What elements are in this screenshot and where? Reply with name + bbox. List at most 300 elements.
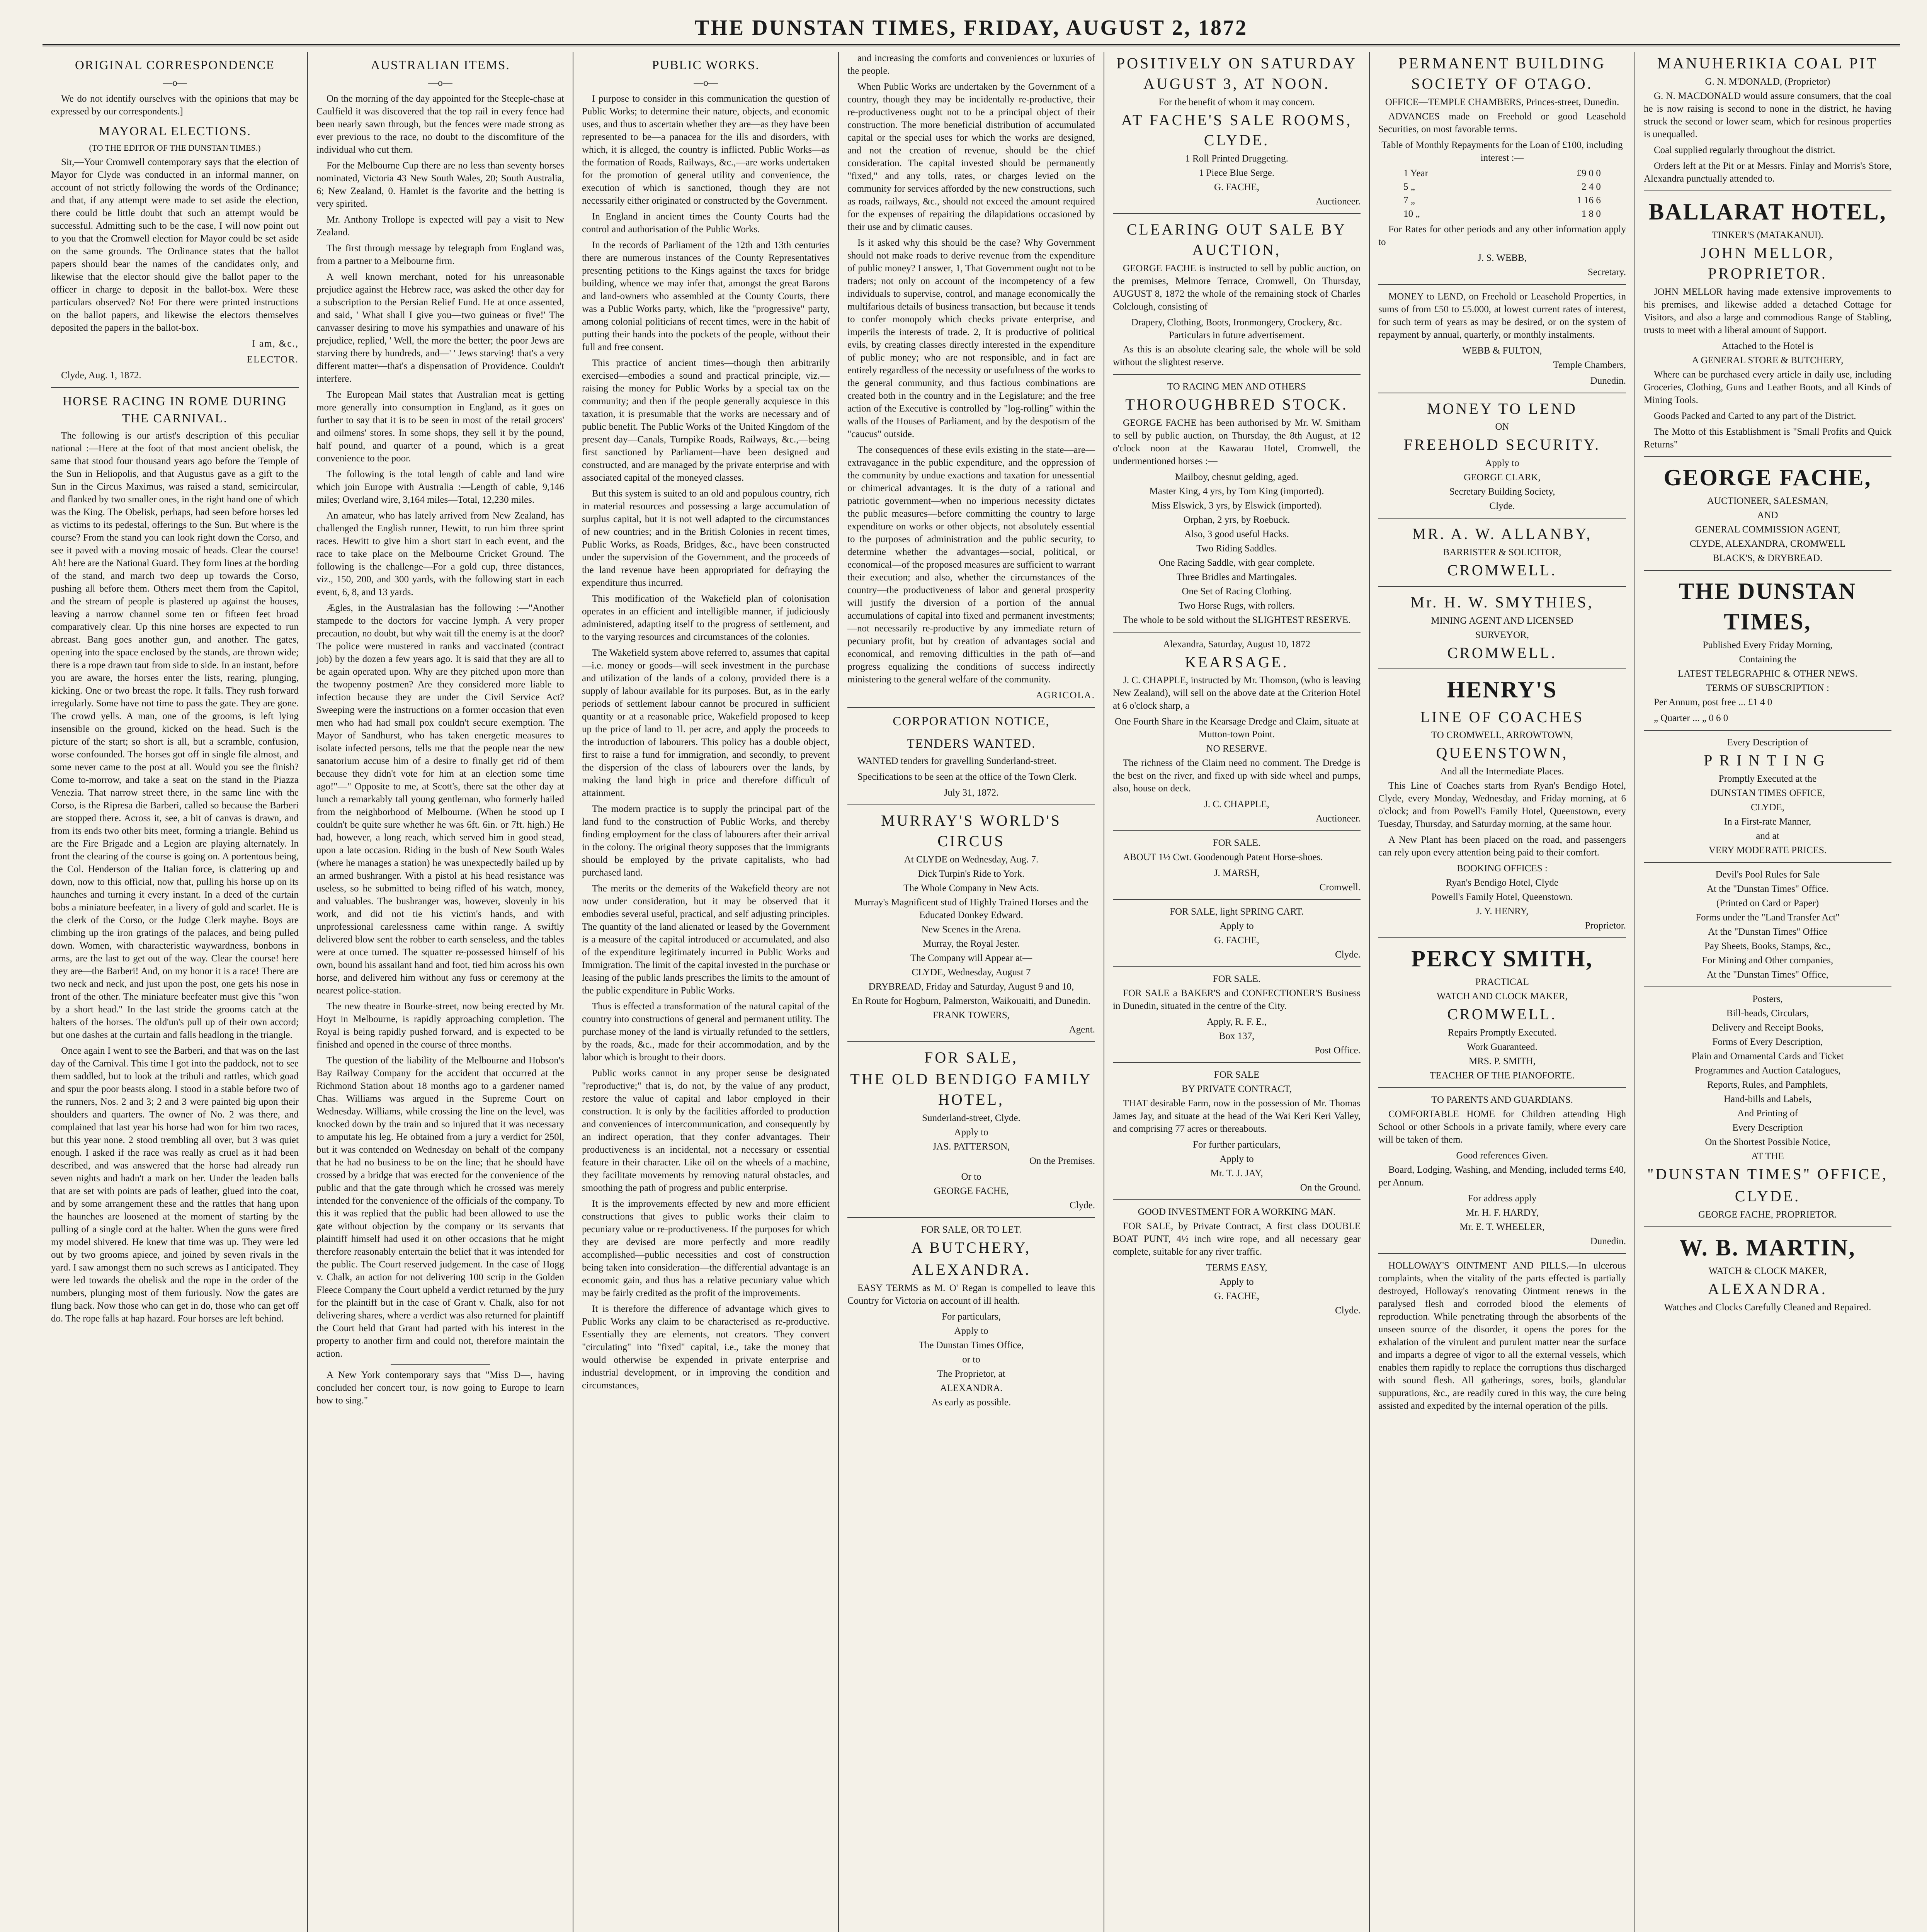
ad-text: The Proprietor, at xyxy=(937,1368,1005,1379)
column-rule xyxy=(1113,899,1361,900)
ad-title: TO RACING MEN AND OTHERS xyxy=(1167,381,1306,392)
ad-text: J. C. CHAPPLE, instructed by Mr. Thomson, (who is leaving New Zealand), will sell on the above date at the Criterion Hotel at 6 o'clock sharp, a xyxy=(1113,675,1361,711)
ad-text: TERMS OF SUBSCRIPTION : xyxy=(1706,683,1829,694)
ad-text: One Fourth Share in the Kearsage Dredge and Claim, situate at Mutton-town Point. xyxy=(1114,716,1359,740)
column-7 xyxy=(1635,52,1900,1932)
ad-title: CROMWELL. xyxy=(1447,1005,1557,1023)
repayment-amount: 2 4 0 xyxy=(1581,181,1601,192)
masthead: THE DUNSTAN TIMES, FRIDAY, AUGUST 2, 1872 xyxy=(43,15,1900,46)
column-rule xyxy=(847,1217,1095,1218)
article-heading: MAYORAL ELECTIONS. xyxy=(99,124,251,138)
ad-text: For further particulars, xyxy=(1192,1139,1281,1150)
repayment-term: 1 Year xyxy=(1403,168,1428,179)
divider: —o— xyxy=(428,77,452,88)
ad-text: The whole to be sold without the SLIGHTEST RESERVE. xyxy=(1123,614,1351,625)
column-rule xyxy=(1644,190,1891,191)
ad-title: CROMWELL. xyxy=(1447,561,1557,579)
ad-text: TERMS EASY, xyxy=(1206,1262,1267,1273)
repayment-amount: 1 8 0 xyxy=(1581,208,1601,219)
ad-text: WATCH & CLOCK MAKER, xyxy=(1708,1265,1827,1276)
ad-text: The Whole Company in New Acts. xyxy=(903,883,1039,893)
ad-text: Auctioneer. xyxy=(1316,813,1361,824)
ad-text: Sunderland-street, Clyde. xyxy=(922,1113,1020,1124)
ad-text: Two Riding Saddles. xyxy=(1196,543,1277,554)
ad-text: or to xyxy=(962,1354,980,1365)
ad-text: July 31, 1872. xyxy=(944,787,999,798)
column-rule xyxy=(1378,586,1626,587)
paragraph: A New York contemporary says that "Miss D—, having concluded her concert tour, is now going to Europe to learn how to sing." xyxy=(316,1369,564,1406)
ad-title: FOR SALE. xyxy=(1213,838,1261,849)
ad-text: BOOKING OFFICES : xyxy=(1457,863,1548,874)
ad-text: Repairs Promptly Executed. xyxy=(1447,1027,1557,1038)
ad-text: ON xyxy=(1495,422,1509,432)
ad-text: Posters, xyxy=(1752,993,1783,1004)
paragraph: In England in ancient times the County Courts had the control and authorisation of the Public Works. xyxy=(582,211,830,235)
ad-text: Forms under the "Land Transfer Act" xyxy=(1696,912,1840,923)
ad-text: Drapery, Clothing, Boots, Ironmongery, Crockery, &c. Particulars in future advertisement. xyxy=(1131,317,1342,340)
ad-text: TINKER'S (MATAKANUI). xyxy=(1712,230,1823,240)
ad-text: A New Plant has been placed on the road, and passengers can rely upon every attention being paid to their comfort. xyxy=(1378,835,1626,858)
ad-title: HENRY'S xyxy=(1447,677,1558,703)
ad-title: BALLARAT HOTEL, xyxy=(1648,199,1887,224)
dateline: Clyde, Aug. 1, 1872. xyxy=(61,370,141,381)
ad-text: Reports, Rules, and Pamphlets, xyxy=(1707,1079,1828,1090)
ad-title: GOOD INVESTMENT FOR A WORKING MAN. xyxy=(1138,1207,1336,1218)
ad-text: Mr. T. J. JAY, xyxy=(1210,1168,1263,1179)
ad-text: For address apply xyxy=(1468,1193,1537,1204)
ad-title: FREEHOLD SECURITY. xyxy=(1403,436,1601,454)
ad-text: Devil's Pool Rules for Sale xyxy=(1715,869,1820,880)
notice-heading: CORPORATION NOTICE, xyxy=(893,714,1050,728)
ad-text: ALEXANDRA. xyxy=(940,1383,1003,1393)
paragraph: In the records of Parliament of the 12th and 13th centuries there are numerous instances of the County Representatives presenting petitions to the Kings against the taxes for bridge building, whence we may infer that, amongst the great Barons and land-owners who assembled at the County Courts, there was a Public Works party, which, like the "progressive" party, among colonial politicians of recent times, were in the habit of putting their hands into the pockets of the people, without their full and free consent. xyxy=(582,240,830,352)
ad-text: Every Description of xyxy=(1727,737,1808,748)
ad-text: At the "Dunstan Times" Office xyxy=(1708,926,1827,937)
ad-title: AT FACHE'S SALE ROOMS, CLYDE. xyxy=(1121,111,1352,149)
paragraph: and increasing the comforts and conveniences or luxuries of the people. xyxy=(847,53,1095,76)
ad-title: PERCY SMITH, xyxy=(1411,946,1593,972)
ad-text: Table of Monthly Repayments for the Loan of £100, including interest :— xyxy=(1381,139,1623,163)
ad-title: BY PRIVATE CONTRACT, xyxy=(1182,1084,1292,1095)
ad-text: LATEST TELEGRAPHIC & OTHER NEWS. xyxy=(1677,668,1858,679)
repayment-term: 7 „ xyxy=(1403,195,1415,206)
ad-text: Two Horse Rugs, with rollers. xyxy=(1178,600,1295,611)
ad-text: AND xyxy=(1757,510,1778,520)
columns xyxy=(43,52,1900,1932)
ad-text: Apply to xyxy=(1219,1277,1254,1287)
paragraph: The following is our artist's description of this peculiar national :—Here at the foot of that most ancient obelisk, the same that stood four thousand years ago before the Temple of the Sun in Heliopolis, and that Augustus gave as a gift to the Sun in the Circus Maximus, was raised a stand, semicircular, and flanked by two smaller ones, in the right hand one of which was the King. The Obelisk, perhaps, had seen before horses led as victims to its pedestal, offerings to the Sun. But where is the course? From the stand you can look right down the Corso, and see it paved with a moving mosaic of heads. Clear the course! Ah! here are the National Guard. They form lines at the bording of the stand, and march two deep up towards the Corso, pushing all before them. Others meet them from the Capitol, and the stream of people is plastered up against the houses, leaving a narrow channel some ten or fifteen feet broad comparatively clear. Up this nine horses are expected to run abreast. Bang goes another gun, and another. The gates, opening into the space enclosed by the stands, are thrown wide; there is a rope drawn taut from side to side. In an instant, before you are aware, the horses enter the lists, rearing, plunging, kicking. One or two breast the rope. It falls. They rush forward irregularly. Some have not time to pass the gate. They are gone. The crowd yells. A man, one of the grooms, is left lying insensible on the ground, kicked on the head. Such is the picture of the start; so short is all, but a scramble, confusion, worse confounded. The horses got off in single file almost, and some never came to the post at all. Would you see the finish? Come to-morrow, and take a seat on the stand in the Piazza Venezia. That narrow street there, in the same line with the Corso, is the Ripresa die Barberi, called so because the Barberi are stopped there. Across it, see, a bit of canvas is drawn, and from its ends two other bits meet, forming a triangle. Behind us are the Fire Brigade and a Legion are playing alternately. In front the clearing of the course is going on. A portentous being, the Col. Henderson of the Italian force, is clattering up and down, now to this official, now that, pulling his horse up on its haunches and turning it every instant. In a deed of the curtain bobs a miniature beefeater, in a livery of gold and scarlet. He is the clerk of the Corso, or the Judge Clerk maybe. Boys are climbing up the iron gratings of the palaces, and being pulled down. Women, with characteristic waywardness, bonbons in arms, are the last to get out of the way. Clear the course! here they are—the Barberi! And, on my honor it is a race! There are two neck and neck, and just upon the post, one gets his nose in front of the other. The miniature beefeater must give this "won by a short head." In the last stride the grooms catch at the halters of the horses. The old'un's pull up of their own accord; but one dashes at the curtain and falls headlong in the triangle. xyxy=(51,430,299,1041)
ad-text: COMFORTABLE HOME for Children attending High School or other Schools in a private family, where every care will be taken of them. xyxy=(1378,1109,1626,1145)
ad-text: DUNSTAN TIMES OFFICE, xyxy=(1710,787,1825,798)
ad-text: SURVEYOR, xyxy=(1475,629,1529,640)
ad-text: GEORGE CLARK, xyxy=(1464,472,1541,483)
ad-text: Post Office. xyxy=(1315,1045,1361,1056)
paragraph: The merits or the demerits of the Wakefield theory are not now under consideration, but it may be observed that it embodies several useful, practical, and self adjusting principles. The quantity of the land alienated or leased by the Government is a measure of the capital introduced or accumulated, and also of the expenditure legitimately incurred in Public Works and Immigration. The limit of the capital invested in the purchase or leasing of the public lands prescribes the limits to the amount of the public expenditure in Public Works. xyxy=(582,883,830,996)
paragraph: I purpose to consider in this communication the question of Public Works; to determine their nature, objects, and economic uses, and thus to ascertain whether they are—as they have been represented to be—a panacea for the ills and disorders, with which, it is alleged, the country is inflicted. Public Works—as the formation of Roads, Railways, &c.,—are works undertaken for the promotion of general utility and convenience, the execution of which is sanctioned, though they are not necessarily either originated or constructed by the Government. xyxy=(582,93,830,206)
column-rule xyxy=(1113,1062,1361,1063)
signature: I am, &c., xyxy=(252,338,299,349)
ad-text: Ryan's Bendigo Hotel, Clyde xyxy=(1446,878,1558,888)
ad-text: PRACTICAL xyxy=(1475,977,1529,988)
divider: —o— xyxy=(163,77,187,88)
ad-text: Plain and Ornamental Cards and Ticket xyxy=(1691,1051,1844,1061)
column-rule xyxy=(847,804,1095,805)
repayment-amount: £9 0 0 xyxy=(1577,168,1601,179)
paragraph: The consequences of these evils existing in the state—are—extravagance in the public expenditure, and the oppression of the community by undue exactions and taxation for unessential or chimerical advantages. It is the duty of a rational and patriotic government—when no imperious necessity dictates the public measures—before committing the country to large expenditure on works or other objects, not absolutely essential to the purposes of administration and the public security, to determine whether the advantages—social, political, or economical—of the proposed measures are sufficient to warrant their execution; and also, whether the circumstances of the country—the productiveness of labor and general prosperity will justify the diversion of a portion of the annual accumulations of capital into fixed and permanent investments;—not necessarily re-productive by any immediate return of pecuniary profit, but by creation of advantages social and economical, and removing difficulties in the path of—and progress equalizing the conditions of success indirectly ministering to the general welfare of the community. xyxy=(847,445,1095,685)
ad-text: Work Guaranteed. xyxy=(1467,1042,1538,1053)
divider: —o— xyxy=(694,77,718,88)
column-2 xyxy=(308,52,573,1932)
ad-text: Dick Turpin's Ride to York. xyxy=(918,868,1025,879)
ad-text: FOR SALE, by Private Contract, A first class DOUBLE BOAT PUNT, 4½ inch wire rope, and all necessary gear complete, suitable for any river traffic. xyxy=(1113,1221,1361,1257)
column-rule xyxy=(1113,966,1361,967)
column-6 xyxy=(1370,52,1635,1932)
article-subheading: (TO THE EDITOR OF THE DUNSTAN TIMES.) xyxy=(89,143,261,153)
ad-text: The Motto of this Establishment is "Small Profits and Quick Returns" xyxy=(1644,426,1891,450)
ad-title: ALEXANDRA. xyxy=(912,1260,1031,1278)
ad-text: G. N. MACDONALD would assure consumers, that the coal he is now raising is second to none in the district, he having struck the second or lower seam, which for resinous properties is unequalled. xyxy=(1644,90,1891,139)
ad-text: AUCTIONEER, SALESMAN, xyxy=(1707,495,1828,506)
column-rule xyxy=(1644,456,1891,457)
ad-text: Mailboy, chesnut gelding, aged. xyxy=(1175,471,1299,482)
column-rule xyxy=(1378,668,1626,669)
ad-text: (Printed on Card or Paper) xyxy=(1716,898,1819,908)
ad-text: Box 137, xyxy=(1219,1031,1255,1042)
ad-text: ABOUT 1½ Cwt. Goodenough Patent Horse-shoes. xyxy=(1123,852,1323,863)
paragraph: Thus is effected a transformation of the natural capital of the country into constructions of general and permanent utility. The purchase money of the land is virtually refunded to the settlers, by the roads, &c., made for their accommodation, and by the labor which is brought to their doors. xyxy=(582,1001,830,1063)
ad-text: Cromwell. xyxy=(1319,882,1361,893)
paragraph: A well known merchant, noted for his unreasonable prejudice against the Hebrew race, was asked the other day for a subscription to the Persian Relief Fund. He at once assented, and said, ' What shall I give you—two guineas or five!' The canvasser desiring to move his sympathies and unaware of his prejudice, replied, ' Well, the more the better; the poor Jews are starving there by hundreds, and—' ' Jews starving! that's a very different matter—that's a dispensation of Providence. Couldn't interfere. xyxy=(316,271,564,384)
ad-text: J. MARSH, xyxy=(1214,868,1260,879)
ad-text: New Scenes in the Arena. xyxy=(921,924,1021,935)
ad-title: W. B. MARTIN, xyxy=(1679,1235,1856,1260)
paragraph: It is the improvements effected by new and more efficient constructions that gives to public works their claim to pecuniary value or re-productiveness. If the purposes for which they are devised are more perfectly and more readily accomplished—public necessities and cost of construction being taken into consideration—the differential advantage is an economic gain, and thus has a relative pecuniary value which may be fairly credited as the profit of the improvements. xyxy=(582,1198,830,1298)
ad-text: „ Quarter ... „ 0 6 0 xyxy=(1654,713,1728,724)
ad-text: This Line of Coaches starts from Ryan's Bendigo Hotel, Clyde, every Monday, Wednesday, and Friday morning, at 6 o'clock; and from Powell's Family Hotel, Queenstown, every Tuesday, Thursday, and Saturday morning, at the same hour. xyxy=(1378,781,1626,830)
ad-text: WATCH AND CLOCK MAKER, xyxy=(1437,991,1568,1002)
signature: AGRICOLA. xyxy=(1036,690,1095,701)
table-row xyxy=(1403,194,1601,207)
ad-text: Secretary Building Society, xyxy=(1449,486,1555,497)
ad-text: Attached to the Hotel is xyxy=(1721,340,1814,351)
ad-title: QUEENSTOWN, xyxy=(1436,744,1568,762)
ad-text: G. FACHE, xyxy=(1214,935,1259,946)
ad-text: Orders left at the Pit or at Messrs. Finlay and Morris's Store, Alexandra punctually attended to. xyxy=(1644,160,1891,184)
ad-text: Apply to xyxy=(1219,921,1254,932)
ad-text: Specifications to be seen at the office of the Town Clerk. xyxy=(857,772,1077,782)
ad-title: GEORGE FACHE, xyxy=(1663,464,1872,490)
paragraph: The first through message by telegraph from England was, from a partner to a Melbourne firm. xyxy=(316,243,564,266)
ad-title: PERMANENT BUILDING SOCIETY OF OTAGO. xyxy=(1398,54,1606,92)
ad-title: THE DUNSTAN TIMES, xyxy=(1679,578,1857,634)
ad-text: GENERAL COMMISSION AGENT, xyxy=(1695,524,1840,535)
paragraph: It is therefore the difference of advantage which gives to Public Works any claim to be characterised as re-productive. Essentially they are elements, not creators. They convert "circulating" into "fixed" capital, i.e., take the money that would otherwise be expended in private enterprise and industrial development, or in improving the condition and circumstances, xyxy=(582,1303,830,1391)
ad-text: Mr. E. T. WHEELER, xyxy=(1459,1222,1545,1233)
ad-text: MONEY to LEND, on Freehold or Leasehold Properties, in sums of from £50 to £5.000, at lowest current rates of interest, for such term of years as may be desired, or on the system of repayment by annual, quarterly, or monthly instalments. xyxy=(1378,291,1626,340)
ad-title: THOROUGHBRED STOCK. xyxy=(1125,395,1348,413)
ad-text: At the "Dunstan Times" Office, xyxy=(1706,969,1829,980)
column-rule xyxy=(1113,1199,1361,1200)
ad-title: LINE OF COACHES xyxy=(1420,708,1584,726)
ad-text: THAT desirable Farm, now in the possession of Mr. Thomas James Jay, and situate at the head of the Wai Keri Keri Valley, and comprising 77 acres or thereabouts. xyxy=(1113,1098,1361,1134)
ad-text: GEORGE FACHE is instructed to sell by public auction, on the premises, Melmore Terrace, Cromwell, On Thursday, AUGUST 8, 1872 the whole of the remaining stock of Charles Colclough, consisting of xyxy=(1113,263,1361,312)
ad-text: MRS. P. SMITH, xyxy=(1469,1056,1536,1067)
column-rule xyxy=(1644,862,1891,863)
table-row xyxy=(1403,180,1601,194)
ad-text: Containing the xyxy=(1739,654,1796,665)
ad-text: Apply to xyxy=(1485,458,1519,469)
ad-title: CLYDE. xyxy=(1735,1187,1801,1205)
ad-text: Board, Lodging, Washing, and Mending, included terms £40, per Annum. xyxy=(1378,1165,1626,1188)
paragraph: Sir,—Your Cromwell contemporary says that the election of Mayor for Clyde was conducted in an informal manner, on account of not strictly following the words of the Ordinance; and that, if any attempt were made to set aside the election, there could be little doubt that such an attempt would be successful. Admitting such to be the case, I will now point out to you that the Cromwell election for Mayor could be set aside on the same grounds. The Ordinance states that the ballot papers should bear the names of the candidates only, and likewise that the elector should give the ballot paper to the officer in charge to deposit in the ballot-box. Were these particulars observed? No! For there were printed instructions on the ballot papers, and likewise the electors themselves deposited the papers in the ballot-box. xyxy=(51,157,299,333)
column-rule xyxy=(1644,730,1891,731)
ad-text: Programmes and Auction Catalogues, xyxy=(1694,1065,1841,1076)
ad-text: Apply to xyxy=(954,1127,988,1138)
paragraph: An amateur, who has lately arrived from New Zealand, has challenged the English runner, Hewitt, to run him three sprint races. Hewitt to give him a short start in each event, and the race to take place on the Melbourne Cricket Ground. The following is the challenge—For a gold cup, three distances, viz., 150, 200, and 300 yards, with the following start in each event, 6, 8, and 13 yards. xyxy=(316,510,564,597)
ad-text: Bill-heads, Circulars, xyxy=(1726,1008,1809,1019)
column-rule xyxy=(1378,1253,1626,1254)
ad-title: ALEXANDRA. xyxy=(1708,1280,1827,1298)
paragraph: The new theatre in Bourke-street, now being erected by Mr. Hoyt in Melbourne, is rapidly approaching completion. The Royal is being rapidly pushed forward, and is expected to be finished and opened in the course of three months. xyxy=(316,1001,564,1050)
ad-text: Clyde. xyxy=(1489,501,1515,512)
ad-text: Murray's Magnificent stud of Highly Trained Horses and the Educated Donkey Edward. xyxy=(854,897,1089,920)
paragraph: This practice of ancient times—though then arbitrarily exercised—embodies a sound and practical principle, viz.—raising the money for Public Works by a special tax on the community; and then if the people generally acquiesce in this taxation, it is presumable that the works are necessary and of public benefit. The Public Works of the United Kingdom of the present day—Canals, Turnpike Roads, Railways, &c.,—being first sanctioned by Parliament—have been designed and constructed, and are managed by the private enterprise and with associated capital of the moneyed classes. xyxy=(582,357,830,483)
notice-heading: TENDERS WANTED. xyxy=(907,736,1036,751)
paragraph: The following is the total length of cable and land wire which join Europe with Australia :—Length of cable, 9,146 miles; Overland wire, 3,164 miles—Total, 12,230 miles. xyxy=(316,469,564,505)
section-heading: PUBLIC WORKS. xyxy=(652,58,760,72)
ad-text: GEORGE FACHE, xyxy=(934,1186,1009,1197)
ad-text: And all the Intermediate Places. xyxy=(1440,766,1564,777)
ad-text: Murray, the Royal Jester. xyxy=(923,938,1020,949)
column-1 xyxy=(43,52,308,1932)
ad-text: FRANK TOWERS, xyxy=(932,1010,1010,1020)
ad-text: Clyde. xyxy=(1070,1200,1095,1211)
signature: ELECTOR. xyxy=(247,354,299,365)
ad-text: At the "Dunstan Times" Office. xyxy=(1706,883,1829,894)
repayment-term: 10 „ xyxy=(1403,208,1420,219)
ad-text: The richness of the Claim need no comment. The Dredge is the best on the river, and fixed up with side wheel and pumps, also, house on deck. xyxy=(1113,758,1361,794)
ad-text: One Set of Racing Clothing. xyxy=(1182,586,1292,597)
section-heading: ORIGINAL CORRESPONDENCE xyxy=(75,58,275,72)
ad-text: JAS. PATTERSON, xyxy=(932,1141,1010,1152)
ad-text: Apply to xyxy=(954,1325,988,1336)
ad-text: Clyde. xyxy=(1335,949,1361,960)
ad-title: MANUHERIKIA COAL PIT xyxy=(1657,54,1878,72)
ad-text: FOR SALE a BAKER'S and CONFECTIONER'S Business in Dunedin, situated in the centre of the City. xyxy=(1113,988,1361,1012)
ad-text: NO RESERVE. xyxy=(1206,743,1267,754)
column-rule xyxy=(1644,1226,1891,1227)
ad-text: Secretary. xyxy=(1587,267,1626,277)
ad-title: KEARSAGE. xyxy=(1185,653,1289,671)
paragraph: The question of the liability of the Melbourne and Hobson's Bay Railway Company for the accident that occurred at the Richmond Station about 18 months ago to a gardener named Chas. Williams was argued in the Supreme Court on Wednesday. Williams, while crossing the line on the level, was knocked down by the train and so injured that it was necessary to amputate his leg. He obtained from a jury a verdict for 250l, but it was contended on Wednesday on behalf of the company that he had no business to be on the line; that he should have crossed by a bridge that was erected for the convenience of the public and that the gate through which he crossed was merely intended for the convenience of the officials of the company. To this it was replied that the public had been allowed to use the gate without objection by the company or its servants that plaintiff himself had used it on other occasions that he might therefore reasonably entertain the belief that it was intended for the public. The Court reserved judgement. In the case of Hogg v. Chalk, an action for not delivering 100 scrip in the Golden Fleece Company the Court upheld a verdict returned by the jury for the plaintiff but in the case of Grant v. Chalk, also for not delivering shares, where a verdict was also returned for plaintiff the Court held that Grant had parted with his interest in the property to another firm and could not, therefore maintain the action. xyxy=(316,1055,564,1359)
column-rule xyxy=(847,1041,1095,1042)
ad-text: G. FACHE, xyxy=(1214,182,1259,193)
ad-text: As this is an absolute clearing sale, the whole will be sold without the slightest reserve. xyxy=(1113,344,1361,367)
ad-text: Miss Elswick, 3 yrs, by Elswick (imported). xyxy=(1151,500,1322,511)
ad-text: TEACHER OF THE PIANOFORTE. xyxy=(1430,1070,1575,1081)
ad-title: FOR SALE, light SPRING CART. xyxy=(1170,906,1304,917)
ad-title: POSITIVELY ON SATURDAY AUGUST 3, AT NOON. xyxy=(1116,54,1357,92)
ad-text: Goods Packed and Carted to any part of the District. xyxy=(1654,410,1856,421)
ad-title: MR. A. W. ALLANBY, xyxy=(1412,525,1592,543)
ad-text: Coal supplied regularly throughout the district. xyxy=(1654,145,1835,155)
paragraph: The Wakefield system above referred to, assumes that capital—i.e. money or goods—will seek investment in the purchase and utilization of the lands of a colony, provided there is a supply of labour available for its purposes. But, as in the early periods of settlement labour cannot be procured in sufficient quantity or at a reasonable price, Wakefield proposed to keep up the price of land to 1l. per acre, and apply the proceeds to the introduction of labourers. This policy has a double object, first to raise a fund for immigration, and secondly, to prevent the dispersion of the class of labourers over the lands, by making the land high in price and therefore difficult of attainment. xyxy=(582,647,830,798)
ad-text: WEBB & FULTON, xyxy=(1462,345,1542,356)
paragraph: But this system is suited to an old and populous country, rich in material resources and possessing a large accumulation of surplus capital, but it is not well adapted to the circumstances of new countries; and in the British Colonies in recent times, Public Works, as Roads, Bridges, &c., have been constructed under the supervision of the Government, and the proceeds of the land revenue have been appropriated for defraying the expenditure thus incurred. xyxy=(582,488,830,588)
paragraph: Ægles, in the Australasian has the following :—"Another stampede to the doctors for vaccine lymph. A very proper precaution, no doubt, but why wait till the enemy is at the door? The police were mustered in ranks and vaccinated (contract job) by the dozen a few years ago. It is said that they are all to be again operated upon. Why are they pitched upon more than the twopenny postmen? Are they considered more liable to infection because they are under the Civil Service Act? Sweeping were the instructions on a former occasion that even men who had had small pox couldn't secure exemption. The Mayor of Sandhurst, who has taken energetic measures to isolate infected persons, tells me that the people near the new sanatorium accuse him of a desire to finally get rid of them because they didn't vote for him at an election some time ago!"—" Opposite to me, at Scott's, there sat the other day at lunch a remarkably tall young gentleman, who formerly hailed from the neighborhood of Melbourne. (When he stood up I couldn't be quite sure whether he was 6ft. 6in. or 7ft. high.) He had, however, a long reach, which served him in good stead, upon a late occasion. Riding in the bush of New South Wales (where he manages a station) he was unexpectedly bailed up by an armed bushranger. With a pistol at his head resistance was useless, so he submitted to being rifled of his watch, money, and valuables. The bushranger was, however, slovenly in his work, and did not tie his victim's hands, and with unprofessional carelessness came within range. A swiftly delivered blow sent the robber to earth senseless, and the tables were at once turned. The squatter re-possessed himself of his own, bound his assailant hand and foot, tied him across his own horse, and delivered him without any fuss or ceremony at the nearest police-station. xyxy=(316,602,564,996)
ad-text: On the Ground. xyxy=(1300,1182,1361,1193)
ad-text: HOLLOWAY'S OINTMENT AND PILLS.—In ulcerous complaints, when the vitality of the parts effected is partially destroyed, Holloway's renovating Ointment renews in the paralysed flesh and corroded blood the elements of reproduction. While penetrating through the absorbents of the unseen source of the disorder, it opens the pores for the exhalation of the virulent and purulent matter near the surface and imparts a degree of vigor to all the external vessels, which enables them rapidly to replace the corruptions thus discharged with sound flesh. All gatherings, sores, boils, glandular suppurations, &c., are readily cured in this way, the cure being assisted and expedited by the internal operation of the pills. xyxy=(1378,1260,1626,1412)
ad-title: FOR SALE, xyxy=(924,1048,1018,1066)
column-rule xyxy=(1644,986,1891,987)
column-rule xyxy=(1113,830,1361,831)
ad-text: Good references Given. xyxy=(1456,1150,1548,1161)
paragraph: Public works cannot in any proper sense be designated "reproductive;" that is, do not, by the value of any product, restore the value of capital and labor employed in their construction. It is only by the facilities afforded to production and conveniences of intercommunication, and consequently by an indirect operation, that they confer advantages. Their productiveness is an incidental, not a necessary or essential feature in their character. Like oil on the wheels of a machine, they facilitate movements by removing natural obstacles, and smoothing the path of progress and public enterprise. xyxy=(582,1068,830,1193)
ad-text: EASY TERMS as M. O' Regan is compelled to leave this Country for Victoria on account of ill health. xyxy=(847,1282,1095,1306)
ad-text: G. N. M'DONALD, (Proprietor) xyxy=(1705,76,1830,87)
ad-title: MURRAY'S WORLD'S CIRCUS xyxy=(881,812,1061,850)
column-rule xyxy=(1378,518,1626,519)
ad-text: En Route for Hogburn, Palmerston, Waikouaiti, and Dunedin. xyxy=(852,995,1091,1006)
ad-text: G. FACHE, xyxy=(1214,1291,1259,1302)
column-rule xyxy=(1378,1087,1626,1088)
ad-text: Mr. H. F. HARDY, xyxy=(1466,1208,1539,1218)
ad-text: JOHN MELLOR having made extensive improvements to his premises, and likewise added a detached Cottage for Visitors, and also a large and commodious Range of Stabling, trusts to meet with a liberal amount of Support. xyxy=(1644,286,1891,335)
column-rule xyxy=(1113,374,1361,375)
ad-text: Temple Chambers, xyxy=(1553,359,1626,370)
column-rule xyxy=(1644,570,1891,571)
paragraph: Is it asked why this should be the case? Why Government should not make roads to derive revenue from the expenditure of public money? I answer, 1, That Government ought not to be traders; not only on account of the incompetency of a few individuals to supervise, control, and manage economically the multifarious details of business transaction, but because it tends to confer monopoly which checks private enterprise, and imperils the interests of trade. 2, It is productive of political evils, by creating classes directly interested in the expenditure of public money; who are not responsible, and in fact are entirely regardless of the necessity or usefulness of the works to the general community, and thus factious combinations are created both in the country and in the Legislature; and the free action of the Executive is controlled by "log-rolling" within the walls of the Houses of Parliament, and by the despotism of the "caucus" outside. xyxy=(847,238,1095,439)
ad-title: FOR SALE. xyxy=(1213,974,1261,985)
paragraph: The European Mail states that Australian meat is getting more generally into consumption in England, as it goes on further to say that it is to be seen in most of the retail grocers' and oilmens' stores. In some shops, they sell it by the pound, half pound, and quarter of a pound, which is a great convenience to the poor. xyxy=(316,389,564,464)
article-heading: HORSE RACING IN ROME DURING THE CARNIVAL. xyxy=(63,395,287,425)
ad-text: Hand-bills and Labels, xyxy=(1723,1094,1812,1104)
repayment-table xyxy=(1403,167,1601,221)
ad-text: J. Y. HENRY, xyxy=(1476,906,1529,917)
ad-text: Dunedin. xyxy=(1590,1236,1626,1247)
ad-text: For particulars, xyxy=(942,1311,1001,1322)
ad-text: 1 Roll Printed Druggeting. xyxy=(1185,153,1288,164)
ad-text: Pay Sheets, Books, Stamps, &c., xyxy=(1704,940,1831,951)
paragraph: This modification of the Wakefield plan of colonisation operates in an efficient and intelligible manner, if judiciously administered, adapting itself to the progress of settlement, and to the varying resources and circumstances of the colonies. xyxy=(582,593,830,642)
ad-text: OFFICE—TEMPLE CHAMBERS, Princes-street, Dunedin. xyxy=(1385,97,1619,107)
ad-text: CLYDE, ALEXANDRA, CROMWELL xyxy=(1689,538,1846,549)
ad-text: CLYDE, Wednesday, August 7 xyxy=(912,967,1031,978)
ad-text: Watches and Clocks Carefully Cleaned and Repaired. xyxy=(1664,1302,1871,1313)
section-heading: AUSTRALIAN ITEMS. xyxy=(371,58,510,72)
ad-title: PRINTING xyxy=(1704,752,1832,769)
divider-rule xyxy=(391,1364,490,1365)
paragraph: On the morning of the day appointed for the Steeple-chase at Caulfield it was discovered that the top rail in every fence had been nearly sawn through, but the fences were made strong as ever previous to the race, no doubt to the discomfiture of the individual who cut them. xyxy=(316,93,564,155)
ad-text: Where can be purchased every article in daily use, including Groceries, Clothing, Guns and Leather Boots, and all Kinds of Mining Tools. xyxy=(1644,369,1891,405)
ad-text: MINING AGENT AND LICENSED xyxy=(1431,615,1573,626)
ad-text: Promptly Executed at the xyxy=(1718,773,1817,784)
ad-text: In a First-rate Manner, xyxy=(1724,816,1811,827)
ad-title: MONEY TO LEND xyxy=(1427,400,1577,417)
paragraph: The modern practice is to supply the principal part of the land fund to the construction of Public Works, and thereby finding employment for the class of labourers after their arrival in the colony. The original theory supposes that the immigrants should be employed by the private capitalists, who had purchased land. xyxy=(582,803,830,878)
paragraph: For the Melbourne Cup there are no less than seventy horses nominated, Victoria 43 New South Wales, 20; South Australia, 6; New Zealand, 0. Hamlet is the favorite and the betting is very spirited. xyxy=(316,160,564,209)
ad-text: ADVANCES made on Freehold or good Leasehold Securities, on most favorable terms. xyxy=(1378,111,1626,134)
paragraph: When Public Works are undertaken by the Government of a country, though they may be incidentally re-productive, their re-productiveness ought not to be a principal object of their construction. The more beneficial distribution of accumulated capital or the special uses for which the works are designed, and not the creation of revenue, should be the chief consideration. The capital invested should be permanently "fixed," and any tolls, rates, or charges levied on the community for services afforded by the new constructions, such as roads, railways, &c., should not exceed the amount required for the expenses of repairing the dilapidations occasioned by their use and by climatic causes. xyxy=(847,82,1095,232)
ad-title: TO PARENTS AND GUARDIANS. xyxy=(1431,1095,1573,1105)
ad-text: Apply to xyxy=(1219,1154,1254,1165)
column-3 xyxy=(573,52,839,1932)
paragraph: Mr. Anthony Trollope is expected will pay a visit to New Zealand. xyxy=(316,214,564,238)
ad-text: Dunedin. xyxy=(1590,375,1626,386)
ad-text: Published Every Friday Morning, xyxy=(1702,640,1833,651)
column-4 xyxy=(839,52,1104,1932)
column-rule xyxy=(847,707,1095,708)
ad-text: AT THE xyxy=(1751,1151,1784,1162)
ad-text: Three Bridles and Martingales. xyxy=(1176,571,1297,582)
ad-text: VERY MODERATE PRICES. xyxy=(1708,845,1827,855)
ad-text: Every Description xyxy=(1732,1122,1803,1133)
ad-title: THE OLD BENDIGO FAMILY HOTEL, xyxy=(850,1070,1092,1109)
ad-text: DRYBREAD, Friday and Saturday, August 9 and 10, xyxy=(868,981,1074,992)
ad-text: Clyde. xyxy=(1335,1305,1361,1316)
paragraph: We do not identify ourselves with the opinions that may be expressed by our correspondents.] xyxy=(51,93,299,117)
ad-text: The Company will Appear at— xyxy=(910,952,1032,963)
ad-text: Apply, R. F. E., xyxy=(1207,1017,1267,1027)
ad-title: FOR SALE xyxy=(1214,1070,1260,1080)
ad-title: FOR SALE, OR TO LET. xyxy=(921,1225,1022,1235)
ad-text: Powell's Family Hotel, Queenstown. xyxy=(1431,892,1573,903)
column-rule xyxy=(1113,632,1361,633)
ad-text: Forms of Every Description, xyxy=(1712,1036,1823,1047)
ad-text: WANTED tenders for gravelling Sunderland-street. xyxy=(857,756,1057,767)
ad-text: BARRISTER & SOLICITOR, xyxy=(1443,547,1561,558)
ad-text: Also, 3 good useful Hacks. xyxy=(1184,529,1289,539)
ad-text: Proprietor. xyxy=(1585,920,1626,931)
ad-text: and at xyxy=(1756,830,1779,841)
ad-text: J. C. CHAPPLE, xyxy=(1204,799,1269,810)
ad-text: 1 Piece Blue Serge. xyxy=(1199,168,1275,179)
ad-text: Delivery and Receipt Books, xyxy=(1712,1022,1823,1033)
column-rule xyxy=(51,387,299,388)
ad-text: J. S. WEBB, xyxy=(1478,252,1527,263)
ad-title: JOHN MELLOR, PROPRIETOR. xyxy=(1701,244,1835,282)
column-rule xyxy=(1378,937,1626,938)
ad-text: Or to xyxy=(961,1172,981,1182)
ad-text: Orphan, 2 yrs, by Roebuck. xyxy=(1183,514,1290,525)
ad-text: Per Annum, post free ... £1 4 0 xyxy=(1654,697,1772,708)
ad-text: Alexandra, Saturday, August 10, 1872 xyxy=(1163,639,1310,650)
ad-text: On the Premises. xyxy=(1029,1156,1095,1167)
ad-text: The Dunstan Times Office, xyxy=(918,1340,1024,1350)
ad-title: "DUNSTAN TIMES" OFFICE, xyxy=(1647,1165,1888,1183)
table-row xyxy=(1403,167,1601,180)
ad-text: GEORGE FACHE has been authorised by Mr. W. Smitham to sell by public auction, on Thursday, the 8th August, at 12 o'clock noon at the Kawarau Hotel, Cromwell, the undermentioned horses :— xyxy=(1113,417,1361,466)
repayment-amount: 1 16 6 xyxy=(1577,195,1601,206)
ad-title: A BUTCHERY, xyxy=(911,1239,1031,1257)
paragraph: Once again I went to see the Barberi, and that was on the last day of the Carnival. This time I got into the paddock, not to see them saddled, but to look at the tribuli and rattles, which goad and spur the poor beasts along. I stood in a stable before two of the runners, Nos. 2 and 3; 2 and 3 were painted big upon their shoulders and quarters. The owner of No. 2 was there, and complained that last year his horse had won for him two races, but this year none. 2 stood trembling all over, but 3 was quiet enough. I asked if the race was really as cruel as it had been described, and was answered that the horse had already run seven nights and hadn't a mark on her. Under the leaden balls that are set with points are pads of leather, glued into the coat, and by some arrangement these and the rattles that hang upon the haunches are loosened at the moment of starting by the pulling of a single cord at the halter. When the guns were fired my model shivered. He knew that time was up. They were led out by two grooms apiece, and joined by seven rivals in the yard. I saw amongst them no such screws as I anticipated. They were led towards the obelisk and the rope in the order of the numbers, plunging most of them furiously. Now the gates are flung back. Now those who can get in do, those who can get off do. The rope falls at hap hazard. Four horses are left behind. xyxy=(51,1046,299,1324)
ad-text: TO CROMWELL, ARROWTOWN, xyxy=(1431,730,1573,741)
ad-text: BLACK'S, & DRYBREAD. xyxy=(1713,553,1823,563)
ad-text: A GENERAL STORE & BUTCHERY, xyxy=(1692,355,1844,366)
ad-title: Mr. H. W. SMYTHIES, xyxy=(1410,593,1594,611)
ad-text: GEORGE FACHE, PROPRIETOR. xyxy=(1698,1209,1837,1220)
repayment-term: 5 „ xyxy=(1403,181,1415,192)
ad-text: One Racing Saddle, with gear complete. xyxy=(1158,557,1315,568)
ad-title: CROMWELL. xyxy=(1447,644,1557,662)
ad-text: Agent. xyxy=(1069,1024,1095,1035)
column-rule xyxy=(1113,213,1361,214)
ad-text: At CLYDE on Wednesday, Aug. 7. xyxy=(904,854,1039,865)
ad-text: For the benefit of whom it may concern. xyxy=(1158,97,1315,107)
ad-text: Auctioneer. xyxy=(1316,196,1361,207)
ad-title: CLEARING OUT SALE BY AUCTION, xyxy=(1126,221,1347,259)
table-row xyxy=(1403,207,1601,221)
